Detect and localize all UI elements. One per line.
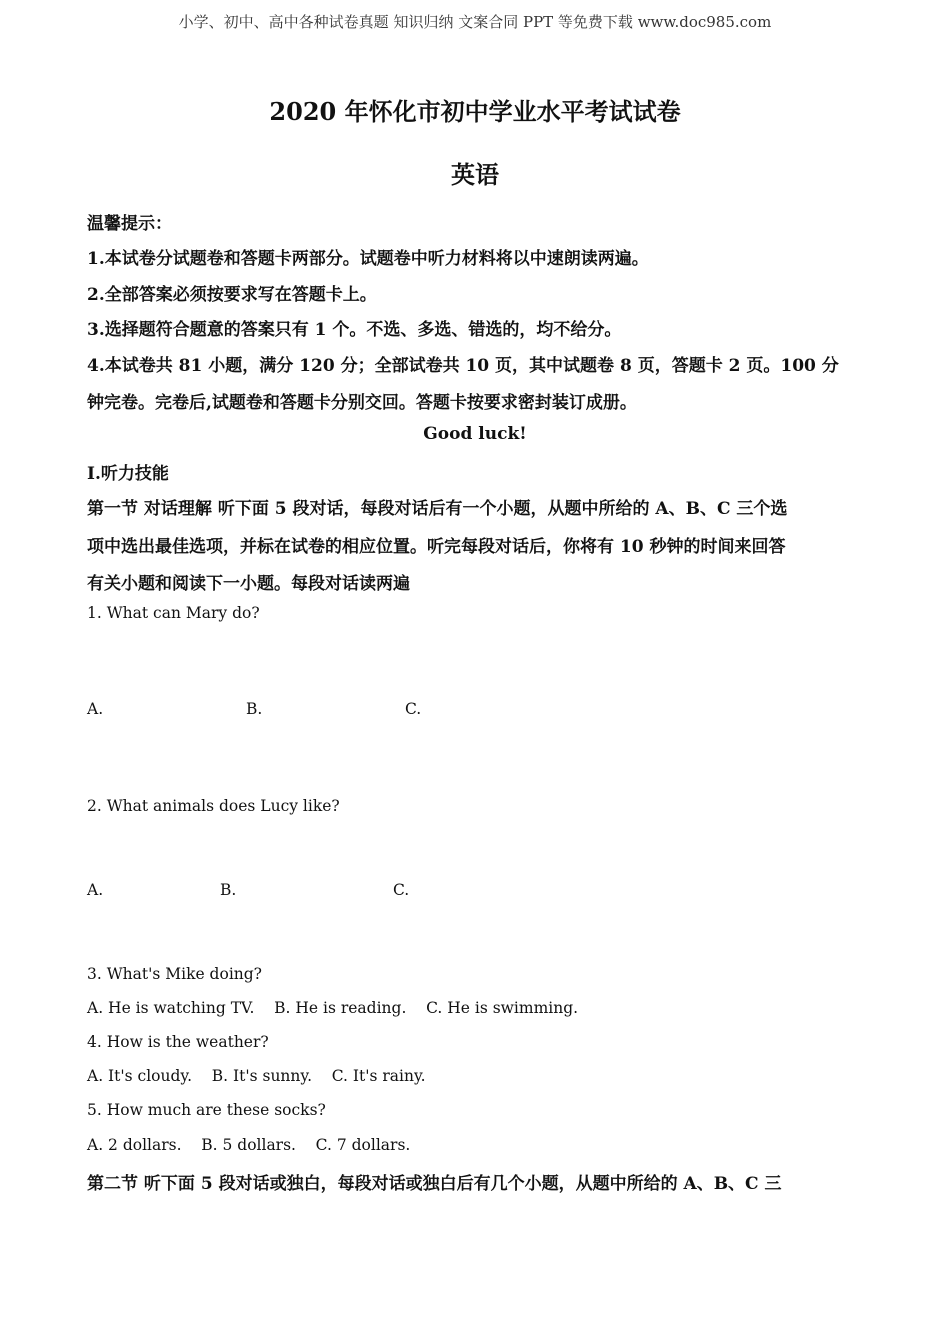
good-luck: Good luck! (423, 424, 527, 444)
question-3-options: A. He is watching TV. B. He is reading. C. He is swimming. (87, 999, 579, 1017)
question-2-option-b: B. (220, 881, 237, 899)
question-2-option-c: C. (393, 881, 410, 899)
part1-heading: I.听力技能 (87, 464, 169, 484)
question-5-stem: 5. How much are these socks? (87, 1101, 326, 1119)
question-5-options: A. 2 dollars. B. 5 dollars. C. 7 dollars. (87, 1136, 411, 1154)
question-3-stem: 3. What's Mike doing? (87, 965, 262, 983)
tips-heading: 温馨提示： (87, 214, 172, 234)
tip-item-4: 4.本试卷共 81 小题，满分 120 分；全部试卷共 10 页，其中试题卷 8 页，答题卡 2 页。100 分 (87, 356, 839, 376)
tip-item-3: 3.选择题符合题意的答案只有 1 个。不选、多选、错选的，均不给分。 (87, 320, 622, 340)
question-1-option-c: C. (405, 700, 422, 718)
tip-item-4-cont: 钟完卷。完卷后,试题卷和答题卡分别交回。答题卡按要求密封装订成册。 (87, 393, 637, 413)
question-1-option-a: A. (87, 700, 104, 718)
tip-item-2: 2.全部答案必须按要求写在答题卡上。 (87, 285, 377, 305)
exam-subject: 英语 (451, 160, 499, 189)
exam-title: 2020 年怀化市初中学业水平考试试卷 (269, 97, 681, 126)
question-2-option-a: A. (87, 881, 104, 899)
question-1-stem: 1. What can Mary do? (87, 604, 260, 622)
page-header: 小学、初中、高中各种试卷真题 知识归纳 文案合同 PPT 等免费下载 www.doc985.com (178, 13, 772, 31)
tip-item-1: 1.本试卷分试题卷和答题卡两部分。试题卷中听力材料将以中速朗读两遍。 (87, 249, 649, 269)
question-4-stem: 4. How is the weather? (87, 1033, 269, 1051)
section1-line-3: 有关小题和阅读下一小题。每段对话读两遍 (87, 574, 410, 594)
section2-line-1: 第二节 听下面 5 段对话或独白，每段对话或独白后有几个小题，从题中所给的 A、B、C 三 (87, 1174, 782, 1194)
question-1-option-b: B. (246, 700, 263, 718)
question-2-stem: 2. What animals does Lucy like? (87, 797, 340, 815)
question-4-options: A. It's cloudy. B. It's sunny. C. It's rainy. (87, 1067, 426, 1085)
section1-line-1: 第一节 对话理解 听下面 5 段对话，每段对话后有一个小题，从题中所给的 A、B、C 三个选 (87, 499, 788, 519)
section1-line-2: 项中选出最佳选项，并标在试卷的相应位置。听完每段对话后，你将有 10 秒钟的时间来回答 (87, 537, 786, 557)
